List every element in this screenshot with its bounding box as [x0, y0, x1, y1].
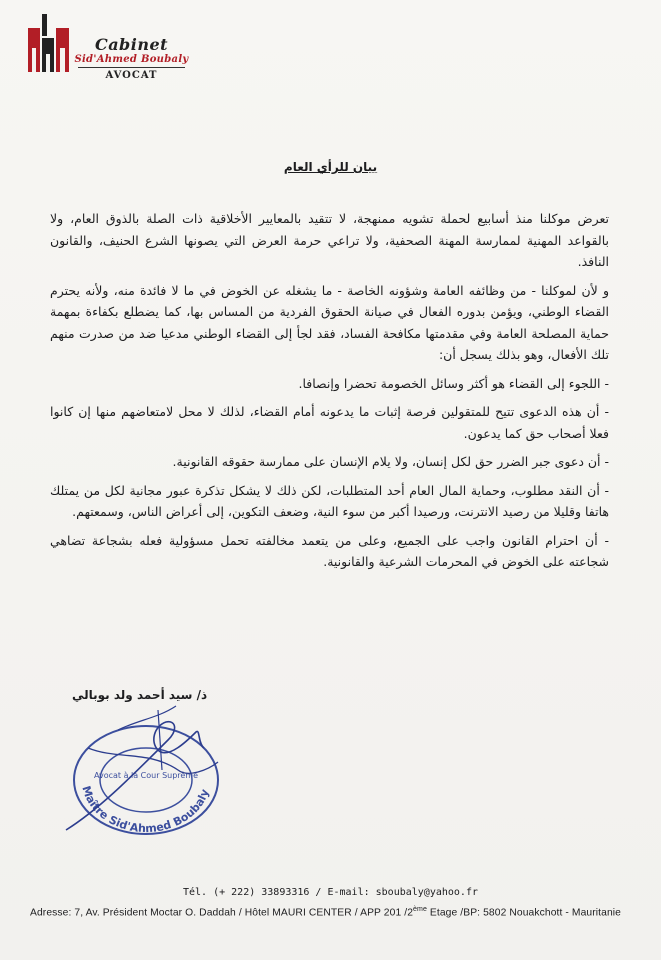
- list-item: - أن النقد مطلوب، وحماية المال العام أحد المتطلبات، لكن ذلك لا يشكل تذكرة عبور مجانية لكل من يمتلك هاتفا وقليلا من رصيد الانترنت، ورصيدا أكبر من سوء النية، وضعف التكوين، إلى أعراض الناس، وسمعتهم.: [50, 482, 609, 519]
- list-item: - اللجوء إلى القضاء هو أكثر وسائل الخصومة تحضرا وإنصافا.: [298, 375, 609, 391]
- firm-header: [74, 36, 189, 82]
- footer-contact: Tél. (+ 222) 33893316 / E-mail: sboubaly@yahoo.fr: [182, 887, 478, 898]
- stamp-name-text: Maître Sid'Ahmed Boubaly: [79, 784, 212, 836]
- footer-address-end: Etage /BP: 5802 Nouakchott - Mauritanie: [426, 907, 621, 919]
- stamp-title-text: Avocat à la Cour Suprême: [93, 771, 199, 780]
- handwritten-signature: [58, 700, 228, 850]
- list-item: - أن هذه الدعوى تتيح للمتقولين فرصة إثبات ما يدعونه أمام القضاء، لذلك لا محل لامتعاضهم منها إن كانوا فعلا أصحاب حق كما يدعون.: [50, 404, 609, 441]
- signatory-name: ذ/ سيد أحمد ولد بوبالي: [72, 688, 208, 702]
- firm-name: Cabinet: [94, 35, 169, 54]
- list-item: - أن احترام القانون واجب على الجميع، وعلى من يتعمد مخالفته تحمل مسؤولية فعله بشجاعة تضاهي شجاعته على الخوض في المحرمات الشرعية والقانونية.: [50, 532, 609, 569]
- header-divider: [78, 67, 185, 68]
- firm-logo: [28, 14, 72, 72]
- paragraph: تعرض موكلنا منذ أسابيع لحملة تشويه ممنهجة، لا تتقيد بالمعايير الأخلاقية ذات الصلة بالذوق العام، ولا بالقواعد المهنية لممارسة المهنة الصحفية، ولا تراعي حرمة العرض التي يصونها الشرع الحنيف، والقانون النافذ.: [50, 211, 609, 269]
- list-item: - أن دعوى جبر الضرر حق لكل إنسان، ولا يلام الإنسان على ممارسة حقوقه القانونية.: [172, 454, 609, 469]
- firm-person: Sid'Ahmed Boubaly: [74, 54, 189, 65]
- footer-address: [30, 906, 651, 918]
- document-body: [50, 208, 609, 580]
- paragraph: و لأن لموكلنا - من وظائفه العامة وشؤونه الخاصة - ما يشغله عن الخوض في ما لا فائدة منه، ولأنه يحترم القضاء الوطني، ويؤمن بدوره الفعال في صيانة الحقوق الفردية من المساس بها، كما يضطلع بكفاءة بمهمة حماية المصلحة العامة وفي مقدمتها مكافحة الفساد، فقد لجأ إلى القضاء الوطني مدعيا ضد من صدرت منهم تلك الأفعال، وهو بذلك يسجل أن:: [50, 282, 609, 362]
- firm-role: AVOCAT: [105, 70, 158, 81]
- footer-address-sup: ème: [413, 906, 427, 913]
- document-title: بيان للرأي العام: [283, 160, 378, 174]
- footer-address-main: Adresse: 7, Av. Président Moctar O. Daddah / Hôtel MAURI CENTER / APP 201 /2: [30, 907, 414, 919]
